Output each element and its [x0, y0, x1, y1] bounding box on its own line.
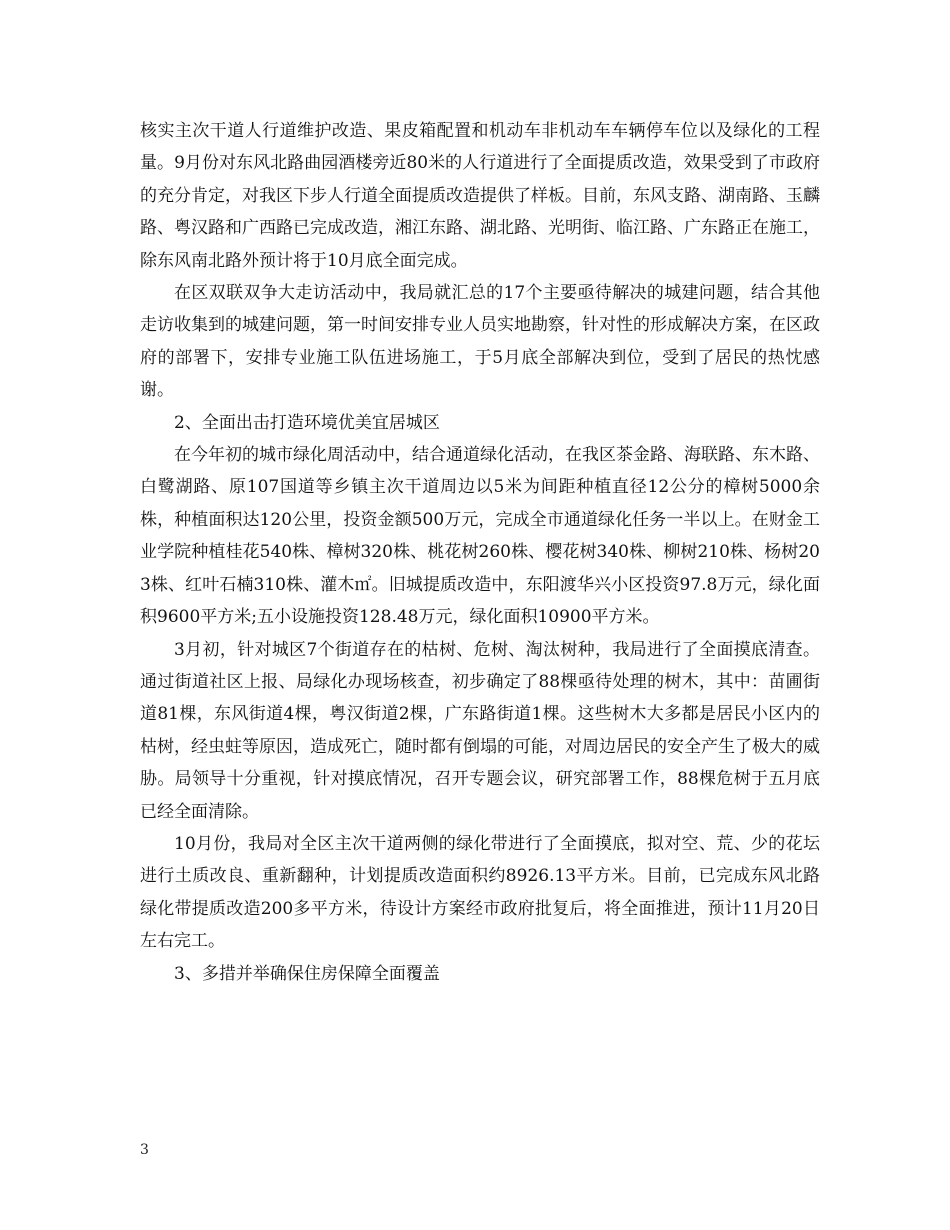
paragraph-4: 在今年初的城市绿化周活动中，结合通道绿化活动，在我区茶金路、海联路、东木路、白鹭湖路、原107国道等乡镇主次干道周边以5米为间距种植直径12公分的樟树5000余株，种植面积达120公里，投资金额500万元，完成全市通道绿化任务一半以上。在财金工业学院种植桂花540株、樟树320株、桃花树260株、樱花树340株、柳树210株、杨树203株、红叶石楠310株、灌木㎡。旧城提质改造中，东阳渡华兴小区投资97.8万元，绿化面积9600平方米;五小设施投资128.48万元，绿化面积10900平方米。	[140, 445, 820, 628]
page-number: 3	[140, 1142, 149, 1158]
paragraph-1: 核实主次干道人行道维护改造、果皮箱配置和机动车非机动车车辆停车位以及绿化的工程量。9月份对东风北路曲园酒楼旁近80米的人行道进行了全面提质改造，效果受到了市政府的充分肯定，对我区下步人行道全面提质改造提供了样板。目前，东风支路、湖南路、玉麟路、粤汉路和广西路已完成改造，湘江东路、湖北路、光明街、临江路、广东路正在施工，除东风南北路外预计将于10月底全面完成。	[140, 121, 820, 271]
paragraph-5: 3月初，针对城区7个街道存在的枯树、危树、淘汰树种，我局进行了全面摸底清查。通过街道社区上报、局绿化办现场核查，初步确定了88棵亟待处理的树木，其中：苗圃街道81棵，东风街道4棵，粤汉街道2棵，广东路街道1棵。这些树木大多都是居民小区内的枯树，经虫蛀等原因，造成死亡，随时都有倒塌的可能，对周边居民的安全产生了极大的威胁。局领导十分重视，针对摸底情况，召开专题会议，研究部署工作，88棵危树于五月底已经全面清除。	[140, 639, 820, 822]
section-heading-2: 2、全面出击打造环境优美宜居城区	[174, 412, 440, 433]
paragraph-2: 在区双联双争大走访活动中，我局就汇总的17个主要亟待解决的城建问题，结合其他走访收集到的城建问题，第一时间安排专业人员实地勘察，针对性的形成解决方案，在区政府的部署下，安排专业施工队伍进场施工，于5月底全部解决到位，受到了居民的热忱感谢。	[140, 283, 820, 401]
body-text	[140, 115, 820, 990]
paragraph-6: 10月份，我局对全区主次干道两侧的绿化带进行了全面摸底，拟对空、荒、少的花坛进行土质改良、重新翻种，计划提质改造面积约8926.13平方米。目前，已完成东风北路绿化带提质改造200多平方米，待设计方案经市政府批复后，将全面推进，预计11月20日左右完工。	[140, 833, 820, 952]
section-heading-3: 3、多措并举确保住房保障全面覆盖	[174, 963, 440, 984]
